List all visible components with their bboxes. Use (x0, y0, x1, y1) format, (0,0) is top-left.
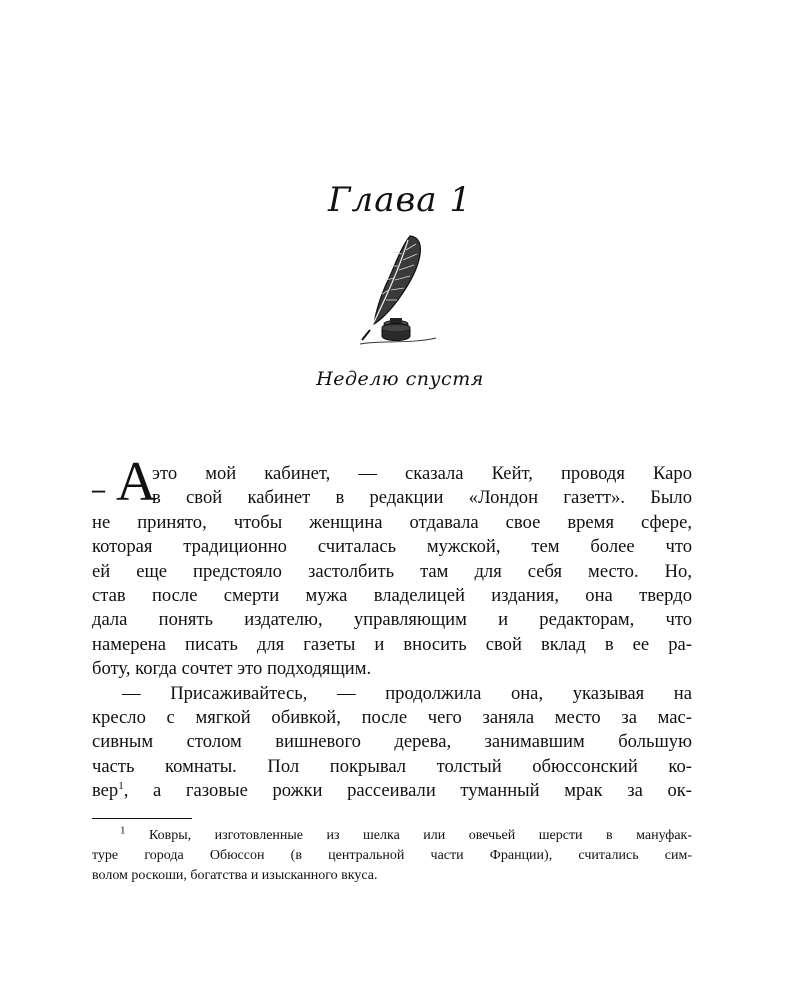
footnote-line (92, 826, 692, 846)
text-line: дала понять издателю, управляющим и редакторам, что (92, 609, 692, 631)
chapter-title: Глава 1 (328, 180, 472, 220)
text-fragment: вер (92, 780, 119, 802)
footnote (92, 826, 692, 886)
footnote-divider (92, 818, 192, 819)
quill-inkwell-icon (340, 232, 450, 350)
footnote-line: туре города Обюссон (в центральной части Франции), считались сим- (92, 848, 692, 863)
text-line: боту, когда сочтет это подходящим. (92, 658, 372, 680)
text-line: ей еще предстояло застолбить там для себя место. Но, (92, 560, 692, 582)
text-line (92, 779, 692, 803)
text-line: не принято, чтобы женщина отдавала свое время сфере, (92, 511, 692, 533)
text-line: в свой кабинет в редакции «Лондон газетт». Было (152, 487, 692, 509)
footnote-line: волом роскоши, богатства и изысканного вкуса. (92, 868, 378, 883)
footnote-text: Ковры, изготовленные из шелка или овечьей шерсти в мануфак- (148, 828, 692, 843)
text-line: это мой кабинет, — сказала Кейт, проводя Каро (152, 463, 692, 484)
footnote-marker: 1 (120, 824, 126, 837)
chapter-subtitle: Неделю спустя (316, 368, 484, 390)
text-line: часть комнаты. Пол покрывал толстый обюссонский ко- (92, 755, 692, 777)
main-text (92, 451, 692, 803)
text-line: — Присаживайтесь, — продолжила она, указывая на (122, 682, 692, 704)
dropcap-letter: А (116, 451, 157, 513)
dropcap-dash: – (92, 475, 105, 504)
text-line: намерена писать для газеты и вносить свой вклад в ее ра- (92, 633, 692, 655)
text-line: кресло с мягкой обивкой, после чего заняла место за мас- (92, 706, 692, 728)
text-line: которая традиционно считалась мужской, тем более что (92, 536, 692, 558)
text-line: сивным столом вишневого дерева, занимавшим большую (92, 731, 692, 753)
text-line: став после смерти мужа владелицей издания, она твердо (92, 584, 692, 606)
footnote-ref[interactable]: 1 (118, 779, 124, 792)
text-fragment: , а газовые рожки рассеивали туманный мрак за ок- (123, 780, 692, 802)
